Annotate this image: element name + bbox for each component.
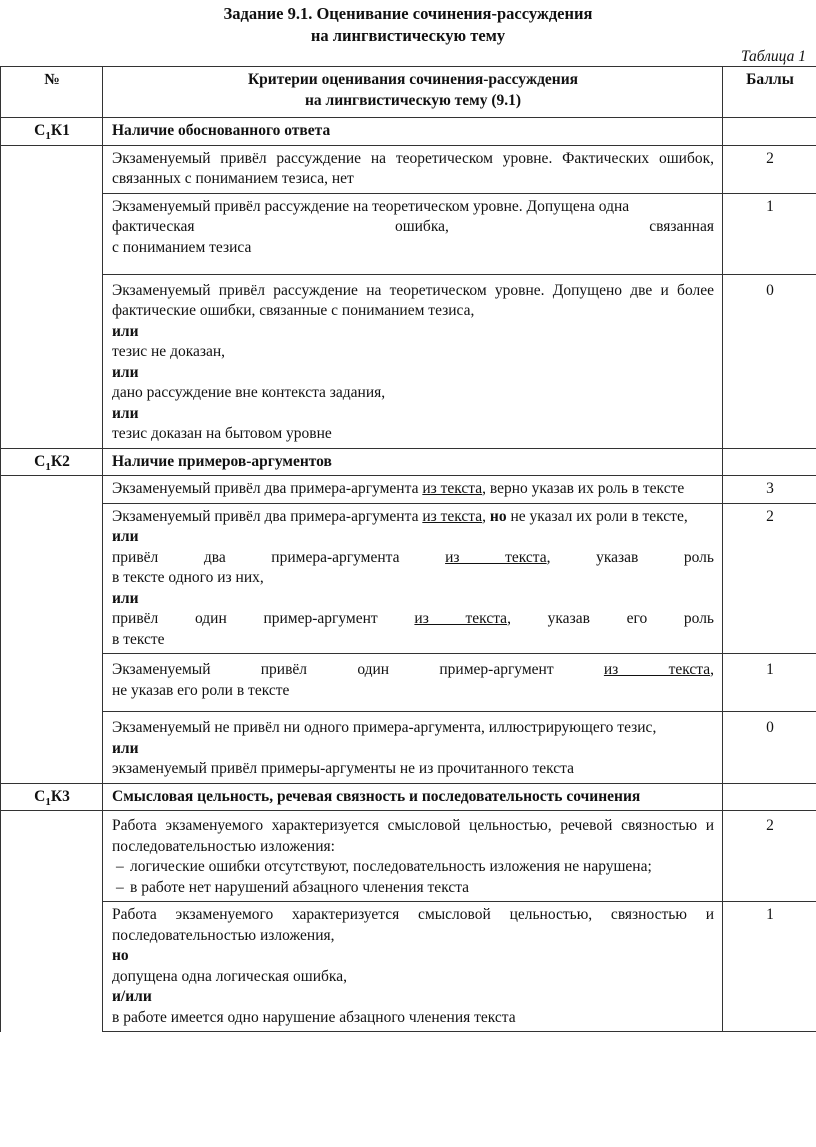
criterion-code: $С_1К3$ bbox=[1, 783, 103, 811]
page-title bbox=[0, 3, 816, 47]
code-spacer bbox=[1, 476, 103, 784]
table-row bbox=[1, 712, 816, 784]
list-item: – в работе нет нарушений абзацного членения текста bbox=[116, 878, 470, 896]
points-value: 1 bbox=[723, 654, 816, 712]
criterion-title: Наличие примеров-аргументов bbox=[103, 448, 723, 476]
table-row bbox=[1, 476, 816, 504]
table-row bbox=[1, 811, 816, 902]
criterion-description: Экзаменуемый привёл два примера-аргумента из текста, но не указал их роли в тексте, или привёл два примера-аргумента из текста, указав роль в тексте одного из них, или привёл один пример-аргумент из текста, указав его роль в тексте bbox=[103, 503, 723, 654]
list-item: – логические ошибки отсутствуют, последовательность изложения не нарушена; bbox=[116, 858, 652, 875]
header-criteria-line2: на лингвистическую тему (9.1) bbox=[304, 91, 522, 109]
table-row bbox=[1, 193, 816, 274]
criterion-row-k1 bbox=[1, 118, 816, 146]
table-caption: Таблица 1 bbox=[740, 48, 806, 65]
criterion-points-empty bbox=[723, 448, 816, 476]
criterion-code: $С_1К2$ bbox=[1, 448, 103, 476]
title-line-2: на лингвистическую тему bbox=[310, 26, 506, 45]
points-value: 3 bbox=[723, 476, 816, 504]
requirements-list bbox=[112, 857, 714, 898]
criterion-row-k3 bbox=[1, 783, 816, 811]
criterion-title: Смысловая цельность, речевая связность и последовательность сочинения bbox=[103, 783, 723, 811]
table-row bbox=[1, 654, 816, 712]
criterion-description: Экзаменуемый привёл рассуждение на теоретическом уровне. Допущено две и более фактические ошибки, связанные с пониманием тезиса, или тезис не доказан, или дано рассуждение вне контекста задания, или тезис доказан на бытовом уровне bbox=[103, 274, 723, 448]
points-value: 2 bbox=[723, 503, 816, 654]
criterion-points-empty bbox=[723, 783, 816, 811]
table-row bbox=[1, 902, 816, 1032]
points-value: 0 bbox=[723, 712, 816, 784]
points-value: 2 bbox=[723, 811, 816, 902]
points-value: 1 bbox=[723, 902, 816, 1032]
criterion-title: Наличие обоснованного ответа bbox=[103, 118, 723, 146]
criterion-description: Работа экзаменуемого характеризуется смысловой цельностью, речевой связностью и последовательностью изложения: – логические ошибки отсутствуют, последовательность изложения не нарушена; – в работе нет нарушений абзацного членения текста bbox=[103, 811, 723, 902]
points-value: 2 bbox=[723, 145, 816, 193]
criterion-description: Экзаменуемый привёл рассуждение на теоретическом уровне. Фактических ошибок, связанных с пониманием тезиса, нет bbox=[103, 145, 723, 193]
criteria-table bbox=[0, 66, 816, 1032]
criterion-description: Экзаменуемый привёл два примера-аргумента из текста, верно указав их роль в тексте bbox=[103, 476, 723, 504]
code-spacer bbox=[1, 145, 103, 448]
points-value: 1 bbox=[723, 193, 816, 274]
table-header-row bbox=[1, 67, 816, 118]
criterion-description: Экзаменуемый не привёл ни одного примера-аргумента, иллюстрирующего тезис, или экзаменуемый привёл примеры-аргументы не из прочитанного текста bbox=[103, 712, 723, 784]
criterion-description: Экзаменуемый привёл рассуждение на теоретическом уровне. Допущена одна фактическая ошибка, связанная с пониманием тезиса bbox=[103, 193, 723, 274]
header-criteria bbox=[103, 67, 723, 118]
title-line-1: Задание 9.1. Оценивание сочинения-рассуждения bbox=[223, 4, 593, 23]
table-row bbox=[1, 274, 816, 448]
table-row bbox=[1, 503, 816, 654]
criterion-description: Работа экзаменуемого характеризуется смысловой цельностью, связностью и последовательностью изложения, но допущена одна логическая ошибка, и/или в работе имеется одно нарушение абзацного членения текста bbox=[103, 902, 723, 1032]
criterion-description: Экзаменуемый привёл один пример-аргумент из текста, не указав его роли в тексте bbox=[103, 654, 723, 712]
criterion-code: $С_1К1$ bbox=[1, 118, 103, 146]
criterion-row-k2 bbox=[1, 448, 816, 476]
points-value: 0 bbox=[723, 274, 816, 448]
code-spacer bbox=[1, 811, 103, 1032]
criterion-points-empty bbox=[723, 118, 816, 146]
header-points: Баллы bbox=[723, 67, 816, 118]
header-num: № bbox=[1, 67, 103, 118]
header-criteria-line1: Критерии оценивания сочинения-рассуждения bbox=[247, 71, 579, 88]
table-row bbox=[1, 145, 816, 193]
